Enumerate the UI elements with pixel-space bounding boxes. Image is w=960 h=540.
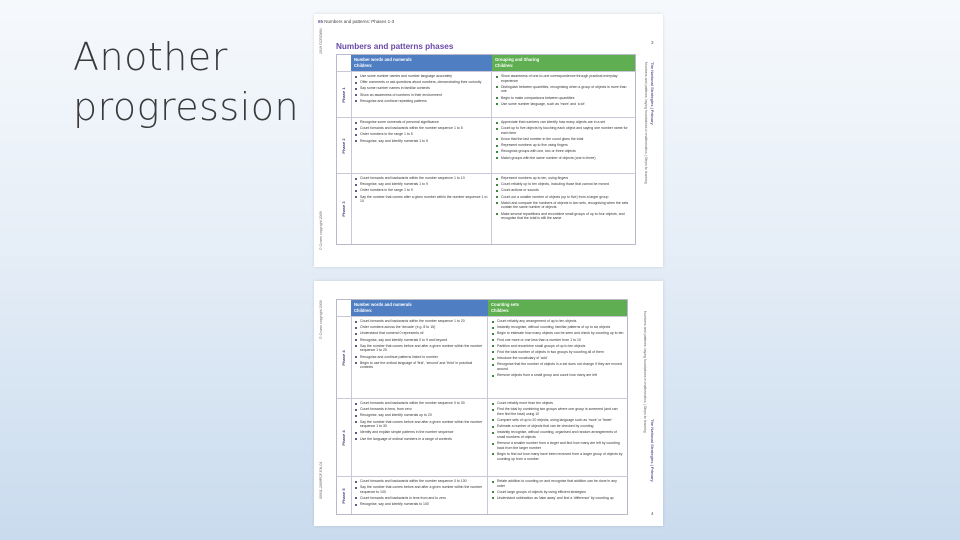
list-item: Recognise groups with one, two or three objects [496,149,632,154]
list-item: Count forwards in tens, from zero [355,407,484,412]
column-title: Number words and numerals [354,302,412,307]
list-item: Use the language of ordinal numbers in a range of contexts [355,437,484,442]
phase-row [337,476,627,514]
side-label-left-top: 2019 ©CROWN [319,28,323,54]
column-subtitle: Children: [354,307,373,313]
list-item: Say the number that comes after a given number within the number sequence 1 to 10 [355,195,488,204]
side-label-left-top: © Crown copyright 2009 [319,300,323,339]
phases-table [336,54,636,245]
column-header-number-words [351,55,492,71]
list-item: Estimate a number of objects that can be checked by counting [492,424,624,429]
header-page-number: 65 [318,19,324,24]
list-item: Show awareness of one-to-one correspondence through practical everyday experience [496,74,632,83]
list-item: Count reliably up to ten objects, including those that cannot be moved [496,182,632,187]
list-item: Recognise that the number of objects in a set does not change if they are moved around [492,362,624,371]
list-item: Begin to estimate how many objects can be seen and check by counting up to ten [492,331,624,336]
column-header-number-words [351,300,488,316]
cell-grouping [492,174,635,244]
phase-row [337,316,627,398]
cell-number-words [351,477,488,514]
phase-label: Phase 3 [341,201,346,217]
list-item: Order numbers in the range 1 to 5 [355,132,488,137]
column-title: Grouping and Sharing [495,57,540,62]
list-item: Recognise and continue patterns linked to number [355,355,484,360]
list-item: Remove a smaller number from a larger and find how many are left by counting back from the larger number [492,441,624,450]
list-item: Order numbers in the range 1 to 9 [355,188,488,193]
phase-label: Phase 4 [341,429,346,446]
list-item: Count up to five objects by touching each object and saying one number name for each item [496,126,632,135]
cell-counting-sets [488,399,627,476]
cell-number-words [351,72,492,117]
document-page-2 [314,281,663,526]
cell-number-words [351,317,488,398]
list-item: Recognise, say and identify numerals up to 20 [355,413,484,418]
phase-row [337,71,635,117]
list-item: Count reliably more than ten objects [492,401,624,406]
phase-label: Phase 4 [341,349,346,366]
list-item: Say the number that comes before and after a given number within the number sequence 1 to 30 [355,420,484,429]
phase-label: Phase 1 [341,86,346,103]
cell-number-words [351,174,492,244]
side-label-left-bottom: 00911-2009PDF-EN-01 [319,461,323,499]
list-item: Begin to make comparisons between quantities [496,96,632,101]
column-header-grouping [492,55,635,71]
side-label-right-top: Numbers and patterns: laying foundations in mathematics | Steps to learning [643,311,647,433]
list-item: Begin to use the ordinal language of 'first', 'second' and 'third' in practical contexts [355,361,484,370]
column-subtitle: Children: [495,62,514,68]
cell-number-words [351,399,488,476]
list-item: Say the number that comes before and after a given number within the number sequence 1 to 20 [355,344,484,353]
list-item: Recognise, say and identify numerals 1 to 9 [355,182,488,187]
list-item: Relate addition to counting on and recognise that addition can be done in any order [492,479,624,488]
side-label-right-purple: The National Strategies | Primary [650,419,655,482]
list-item: Instantly recognise, without counting, familiar patterns of up to six objects [492,325,624,330]
list-item: Recognise and continue repeating patterns [355,99,488,104]
cell-number-words [351,118,492,173]
list-item: Understand subtraction as 'take away' and find a 'difference' by counting up [492,496,624,501]
phase-row [337,398,627,476]
page-number: 4 [651,511,654,516]
list-item: Offer comments or ask questions about numbers, demonstrating their curiosity [355,80,488,85]
list-item: Count forwards and backwards within the number sequence 0 to 100 [355,479,484,484]
list-item: Find the total number of objects in two groups by counting all of them [492,350,624,355]
list-item: Count actions or sounds [496,188,632,193]
phase-label: Phase 2 [341,137,346,154]
list-item: Use some number language, such as 'more' and 'a lot' [496,102,632,107]
column-header-counting-sets [488,300,627,316]
list-item: Remove objects from a small group and count how many are left [492,373,624,378]
document-page-1 [314,14,663,267]
list-item: Compare sets of up to 20 objects, using language such as 'more' or 'fewer' [492,418,624,423]
list-item: Begin to find out how many have been removed from a larger group of objects by counting up from a number [492,452,624,461]
list-item: Understand that numeral 0 represents nil [355,331,484,336]
list-item: Recognise, say and identify numerals 0 to 9 and beyond [355,338,484,343]
list-item: Introduce the vocabulary of 'add' [492,356,624,361]
list-item: Use some number names and number language accurately [355,74,488,79]
list-item: Represent numbers up to five using fingers [496,143,632,148]
column-subtitle: Children: [354,62,373,68]
slide-title: Another progression [73,35,300,129]
list-item: Count forwards and backwards in tens from and to zero [355,496,484,501]
phases-table [336,299,628,515]
list-item: Recognise, say and identify numerals 1 to 5 [355,139,488,144]
header-text: Numbers and patterns: Phases 1-3 [324,19,395,24]
list-item: Make several repartitions and recombine small groups of up to four objects, and recognise that the total is still the same [496,212,632,221]
list-item: Find one more or one less than a number from 1 to 10 [492,338,624,343]
list-item: Count forwards and backwards within the number sequence 0 to 30 [355,401,484,406]
list-item: Find the total by combining two groups where one group is screened (and can then find the total) using 10 [492,407,624,416]
list-item: Instantly recognise, without counting, organised and random arrangements of small numbers of objects [492,430,624,439]
page-number: 3 [651,40,654,45]
list-item: Recognise, say and identify numerals to 100 [355,502,484,507]
side-label-left-bottom: © Crown copyright 2009 [319,211,323,250]
list-item: Show an awareness of numbers in their environment [355,93,488,98]
list-item: Recognise some numerals of personal significance [355,120,488,125]
list-item: Know that the last number in the count gives the total [496,137,632,142]
list-item: Match and compare the numbers of objects in two sets, recognising when the sets contain the same number of objects [496,201,632,210]
page-title: Numbers and patterns phases [336,42,454,51]
list-item: Distinguish between quantities, recognising when a group of objects is more than one [496,85,632,94]
cell-counting-sets [488,477,627,514]
phase-label: Phase 5 [341,487,346,504]
list-item: Appreciate that numbers can identify how many objects are in a set [496,120,632,125]
cell-grouping [492,72,635,117]
phase-row [337,117,635,173]
column-subtitle: Children: [491,307,510,313]
page-header [318,19,394,24]
list-item: Say the number that comes before and after a given number within the number sequence to 100 [355,485,484,494]
side-label-right-sub: Numbers and patterns: laying foundations in mathematics | Steps to learning [644,62,648,184]
list-item: Count forwards and backwards within the number sequence 1 to 10 [355,176,488,181]
cell-grouping [492,118,635,173]
list-item: Match groups with the same number of objects (one to three) [496,156,632,161]
list-item: Identify and explain simple patterns in the number sequence [355,430,484,435]
list-item: Count forwards and backwards within the number sequence 1 to 5 [355,126,488,131]
list-item: Count reliably any arrangement of up to ten objects [492,319,624,324]
list-item: Say some number names in familiar contexts [355,86,488,91]
list-item: Count forwards and backwards within the number sequence 1 to 20 [355,319,484,324]
column-title: Counting sets [491,302,519,307]
list-item: Count large groups of objects by using efficient strategies [492,490,624,495]
side-label-right-top: The National Strategies | Primary [650,62,655,125]
column-title: Number words and numerals [354,57,412,62]
list-item: Count out a smaller number of objects (up to five) from a larger group [496,195,632,200]
list-item: Represent numbers up to ten, using fingers [496,176,632,181]
cell-counting-sets [488,317,627,398]
phase-row [337,173,635,244]
list-item: Partition and recombine small groups of up to ten objects [492,344,624,349]
list-item: Order numbers across the 'decade' (e.g. 8 to 15) [355,325,484,330]
